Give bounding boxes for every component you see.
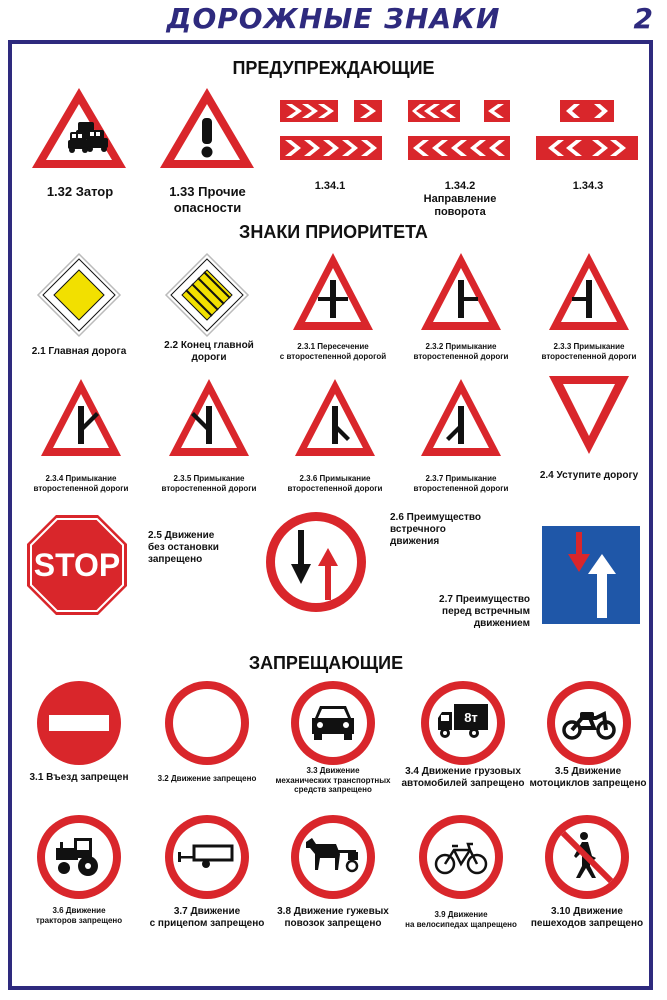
caption-2-2: 2.2 Конец главной дороги: [164, 340, 254, 363]
caption-1-34-2: 1.34.2 Направление поворота: [423, 180, 497, 219]
sign-2-2-end-of-main-road: [164, 252, 250, 338]
caption-2-3-2: 2.3.2 Примыкание второстепенной дороги: [413, 342, 509, 361]
sign-3-1-no-entry: [36, 680, 122, 766]
section-title-prohibitory: ЗАПРЕЩАЮЩИЕ: [248, 653, 404, 673]
caption-2-3-7: 2.3.7 Примыкание второстепенной дороги: [413, 474, 509, 493]
sign-2-6-oncoming-priority: [264, 510, 368, 614]
sign-2-3-1-crossing-minor-road: [290, 250, 376, 336]
caption-2-7: 2.7 Преимущество перед встречным движением: [439, 594, 530, 629]
sign-1-34-3-two-way-turn-direction: [536, 100, 640, 162]
sign-2-3-4-adjoining-minor-road: [38, 376, 124, 462]
sign-1-33-other-dangers: [156, 84, 258, 172]
sign-1-34-1-right-turn-direction: [280, 100, 384, 162]
page-number: 2: [633, 2, 653, 35]
caption-3-8: 3.8 Движение гужевых повозок запрещено: [277, 906, 389, 929]
sign-2-3-7-adjoining-minor-road: [418, 376, 504, 462]
page-title: ДОРОЖНЫЕ ЗНАКИ: [166, 2, 501, 35]
caption-3-10: 3.10 Движение пешеходов запрещено: [530, 906, 644, 929]
sign-2-4-give-way: [546, 372, 632, 458]
sign-3-3-no-motor-vehicles: [290, 680, 376, 766]
caption-1-34-1: 1.34.1: [314, 180, 346, 192]
caption-2-3-6: 2.3.6 Примыкание второстепенной дороги: [287, 474, 383, 493]
caption-2-3-3: 2.3.3 Примыкание второстепенной дороги: [541, 342, 637, 361]
caption-3-6: 3.6 Движение тракторов запрещено: [35, 906, 123, 925]
sign-3-10-no-pedestrians: [544, 814, 630, 900]
sign-2-3-3-adjoining-minor-road-left: [546, 250, 632, 336]
caption-3-7: 3.7 Движение с прицепом запрещено: [149, 906, 265, 929]
caption-2-3-4: 2.3.4 Примыкание второстепенной дороги: [33, 474, 129, 493]
caption-3-3: 3.3 Движение механических транспортных средств запрещено: [275, 766, 391, 795]
caption-2-5: 2.5 Движение без остановки запрещено: [148, 530, 219, 565]
sign-2-7-priority-over-oncoming: [540, 524, 642, 626]
stop-sign-text: STOP: [33, 547, 121, 583]
section-title-priority: ЗНАКИ ПРИОРИТЕТА: [239, 222, 428, 242]
caption-2-1: 2.1 Главная дорога: [31, 346, 127, 357]
caption-1-34-3: 1.34.3: [572, 180, 604, 192]
sign-3-7-no-trailers: [164, 814, 250, 900]
sign-2-3-2-adjoining-minor-road-right: [418, 250, 504, 336]
caption-3-5: 3.5 Движение мотоциклов запрещено: [529, 766, 647, 789]
caption-2-4: 2.4 Уступите дорогу: [539, 470, 639, 481]
sign-1-34-2-left-turn-direction: [408, 100, 512, 162]
caption-1-32: 1.32 Затор: [46, 184, 114, 199]
caption-3-2: 3.2 Движение запрещено: [157, 774, 257, 783]
sign-2-1-main-road: [36, 252, 122, 338]
sign-3-2-no-vehicles: [164, 680, 250, 766]
caption-2-3-1: 2.3.1 Пересечение с второстепенной дорогой: [279, 342, 387, 361]
caption-1-33: 1.33 Прочие опасности: [169, 184, 246, 215]
sign-3-4-no-trucks: [420, 680, 506, 766]
sign-3-8-no-horse-carts: [290, 814, 376, 900]
sign-3-6-no-tractors: [36, 814, 122, 900]
caption-3-1: 3.1 Въезд запрещен: [29, 772, 129, 783]
sign-2-3-6-adjoining-minor-road: [292, 376, 378, 462]
caption-2-6: 2.6 Преимущество встречного движения: [390, 512, 481, 547]
sign-2-3-5-adjoining-minor-road: [166, 376, 252, 462]
section-title-warning: ПРЕДУПРЕЖДАЮЩИЕ: [232, 58, 435, 78]
sign-2-5-stop: [26, 514, 128, 616]
caption-3-9: 3.9 Движение на велосипедах щапрещено: [405, 910, 517, 929]
caption-3-4: 3.4 Движение грузовых автомобилей запрещено: [401, 766, 525, 789]
truck-weight-label: 8т: [464, 710, 478, 725]
sign-1-32-traffic-jam: [28, 84, 130, 172]
sign-3-9-no-bicycles: [418, 814, 504, 900]
sign-3-5-no-motorcycles: [546, 680, 632, 766]
caption-2-3-5: 2.3.5 Примыкание второстепенной дороги: [161, 474, 257, 493]
